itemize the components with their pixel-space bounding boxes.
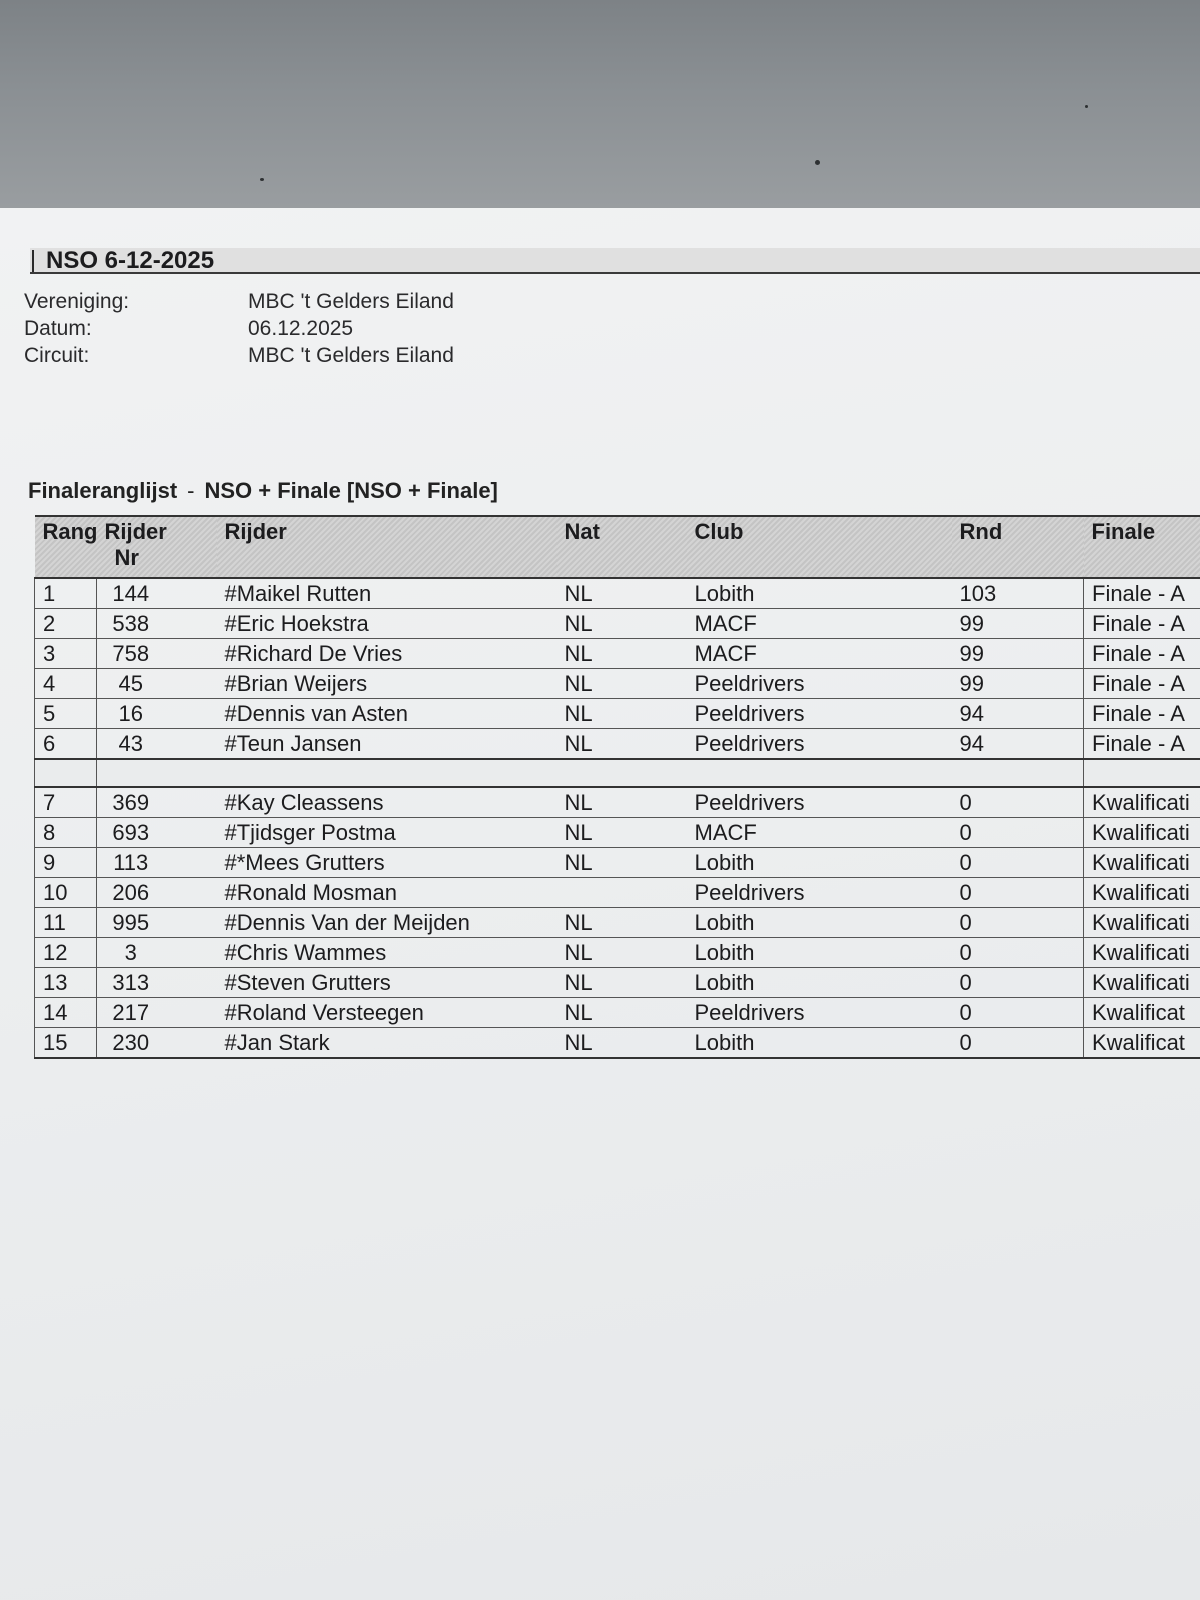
cell-nr: 43 <box>97 729 217 760</box>
cell-nr: 538 <box>97 609 217 639</box>
cell-rijder: #Dennis Van der Meijden <box>217 908 557 938</box>
cell-rijder: #Maikel Rutten <box>217 578 557 609</box>
cell-rijder: #Teun Jansen <box>217 729 557 760</box>
cell-club: Peeldrivers <box>687 878 952 908</box>
cell-rang: 7 <box>35 787 97 818</box>
cell-club: MACF <box>687 639 952 669</box>
header-rijder-nr-line2: Nr <box>114 545 139 570</box>
cell-finale: Finale - A <box>1084 578 1200 609</box>
header-rijder-nr <box>97 516 217 578</box>
cell-rnd: 0 <box>952 938 1084 968</box>
header-rijder: Rijder <box>217 516 557 578</box>
list-title-main: Finaleranglijst <box>28 478 178 503</box>
cell-rnd: 0 <box>952 878 1084 908</box>
cell-rijder: #Roland Versteegen <box>217 998 557 1028</box>
cell-rijder: #Jan Stark <box>217 1028 557 1059</box>
cell-club: Lobith <box>687 938 952 968</box>
table-row <box>35 639 1200 669</box>
cell-rang: 12 <box>35 938 97 968</box>
cell-club: Lobith <box>687 848 952 878</box>
table-row <box>35 908 1200 938</box>
table-header-row <box>35 516 1200 578</box>
cell-finale: Kwalificat <box>1084 1028 1200 1059</box>
cell-finale: Kwalificati <box>1084 878 1200 908</box>
header-nat: Nat <box>557 516 687 578</box>
header-club: Club <box>687 516 952 578</box>
table-row <box>35 699 1200 729</box>
cell-finale: Finale - A <box>1084 639 1200 669</box>
cell-nr: 693 <box>97 818 217 848</box>
cell-rnd: 94 <box>952 699 1084 729</box>
cell-nat: NL <box>557 639 687 669</box>
meta-label: Datum: <box>24 317 92 340</box>
cell-finale: Kwalificati <box>1084 787 1200 818</box>
cell-nr: 113 <box>97 848 217 878</box>
cell-nat: NL <box>557 578 687 609</box>
cell-rijder: #Eric Hoekstra <box>217 609 557 639</box>
cell-finale: Finale - A <box>1084 609 1200 639</box>
cell-club: Lobith <box>687 578 952 609</box>
cell-rnd: 99 <box>952 609 1084 639</box>
cell-rijder: #Richard De Vries <box>217 639 557 669</box>
cell-rang: 3 <box>35 639 97 669</box>
title-marker <box>32 250 34 272</box>
cell-rijder: #Chris Wammes <box>217 938 557 968</box>
cell-finale: Kwalificati <box>1084 848 1200 878</box>
cell-finale: Finale - A <box>1084 669 1200 699</box>
cell-nr: 144 <box>97 578 217 609</box>
cell-nr: 217 <box>97 998 217 1028</box>
list-title-separator: - <box>187 478 195 503</box>
cell-rang: 4 <box>35 669 97 699</box>
table-row <box>35 729 1200 760</box>
header-rnd: Rnd <box>952 516 1084 578</box>
cell-club: Lobith <box>687 908 952 938</box>
cell-nr: 758 <box>97 639 217 669</box>
cell-rnd: 0 <box>952 998 1084 1028</box>
meta-value: 06.12.2025 <box>248 317 354 340</box>
results-table <box>34 515 1200 1059</box>
cell-club: Peeldrivers <box>687 729 952 760</box>
table-row <box>35 787 1200 818</box>
spacer-row <box>35 759 1200 787</box>
cell-club: MACF <box>687 818 952 848</box>
cell-rang: 1 <box>35 578 97 609</box>
cell-nat: NL <box>557 818 687 848</box>
cell-finale: Kwalificat <box>1084 998 1200 1028</box>
header-rijder-nr-line1: Rijder <box>104 519 167 544</box>
surface-speck <box>260 178 264 181</box>
cell-rang: 15 <box>35 1028 97 1059</box>
cell-rang: 8 <box>35 818 97 848</box>
table-row <box>35 878 1200 908</box>
cell-club: Peeldrivers <box>687 998 952 1028</box>
cell-club: Peeldrivers <box>687 787 952 818</box>
cell-nat: NL <box>557 998 687 1028</box>
cell-nat: NL <box>557 968 687 998</box>
cell-rijder: #Dennis van Asten <box>217 699 557 729</box>
table-row <box>35 578 1200 609</box>
table-row <box>35 968 1200 998</box>
cell-club: Peeldrivers <box>687 669 952 699</box>
table-row <box>35 669 1200 699</box>
surface-speck <box>815 160 820 165</box>
cell-nat: NL <box>557 729 687 760</box>
cell-rang: 9 <box>35 848 97 878</box>
cell-nr: 995 <box>97 908 217 938</box>
cell-nat: NL <box>557 1028 687 1059</box>
cell-rang: 10 <box>35 878 97 908</box>
cell-nat: NL <box>557 848 687 878</box>
meta-value: MBC 't Gelders Eiland <box>248 290 454 313</box>
cell-rnd: 99 <box>952 639 1084 669</box>
cell-rijder: #Tjidsger Postma <box>217 818 557 848</box>
results-list-title <box>28 478 498 504</box>
cell-rnd: 0 <box>952 1028 1084 1059</box>
meta-label: Circuit: <box>24 344 90 367</box>
table-row <box>35 848 1200 878</box>
cell-club: Peeldrivers <box>687 699 952 729</box>
cell-rnd: 0 <box>952 848 1084 878</box>
cell-nat: NL <box>557 787 687 818</box>
header-finale: Finale <box>1084 516 1200 578</box>
surface-speck <box>1085 105 1088 108</box>
cell-nat: NL <box>557 669 687 699</box>
cell-rijder: #*Mees Grutters <box>217 848 557 878</box>
cell-rnd: 99 <box>952 669 1084 699</box>
table-row <box>35 609 1200 639</box>
cell-rang: 14 <box>35 998 97 1028</box>
table-row <box>35 938 1200 968</box>
cell-nr: 3 <box>97 938 217 968</box>
cell-rang: 13 <box>35 968 97 998</box>
cell-nat: NL <box>557 938 687 968</box>
cell-nr: 313 <box>97 968 217 998</box>
cell-club: Lobith <box>687 1028 952 1059</box>
list-title-subtitle: NSO + Finale [NSO + Finale] <box>204 478 498 503</box>
cell-nat: NL <box>557 609 687 639</box>
table-row <box>35 998 1200 1028</box>
cell-rang: 2 <box>35 609 97 639</box>
cell-rijder: #Ronald Mosman <box>217 878 557 908</box>
cell-rang: 5 <box>35 699 97 729</box>
finale-a-group <box>35 578 1200 759</box>
group-spacer <box>35 759 1200 787</box>
cell-rnd: 103 <box>952 578 1084 609</box>
cell-nr: 230 <box>97 1028 217 1059</box>
cell-rijder: #Steven Grutters <box>217 968 557 998</box>
cell-rijder: #Kay Cleassens <box>217 787 557 818</box>
cell-nr: 16 <box>97 699 217 729</box>
cell-nat <box>557 878 687 908</box>
header-rang: Rang <box>35 516 97 578</box>
table-row <box>35 1028 1200 1059</box>
table-surface-background <box>0 0 1200 215</box>
cell-rnd: 0 <box>952 818 1084 848</box>
cell-rnd: 0 <box>952 968 1084 998</box>
table-row <box>35 818 1200 848</box>
cell-club: MACF <box>687 609 952 639</box>
cell-rang: 6 <box>35 729 97 760</box>
cell-nr: 45 <box>97 669 217 699</box>
cell-nr: 369 <box>97 787 217 818</box>
meta-value: MBC 't Gelders Eiland <box>248 344 454 367</box>
cell-finale: Kwalificati <box>1084 968 1200 998</box>
qualification-group <box>35 787 1200 1058</box>
cell-finale: Kwalificati <box>1084 818 1200 848</box>
cell-finale: Finale - A <box>1084 729 1200 760</box>
cell-finale: Kwalificati <box>1084 908 1200 938</box>
cell-rnd: 0 <box>952 908 1084 938</box>
meta-label: Vereniging: <box>24 290 130 313</box>
document-title: NSO 6-12-2025 <box>46 247 215 274</box>
cell-rnd: 0 <box>952 787 1084 818</box>
cell-rnd: 94 <box>952 729 1084 760</box>
cell-finale: Kwalificati <box>1084 938 1200 968</box>
cell-rijder: #Brian Weijers <box>217 669 557 699</box>
document-title-bar <box>30 248 1200 274</box>
cell-finale: Finale - A <box>1084 699 1200 729</box>
cell-club: Lobith <box>687 968 952 998</box>
cell-nr: 206 <box>97 878 217 908</box>
cell-nat: NL <box>557 699 687 729</box>
cell-nat: NL <box>557 908 687 938</box>
cell-rang: 11 <box>35 908 97 938</box>
